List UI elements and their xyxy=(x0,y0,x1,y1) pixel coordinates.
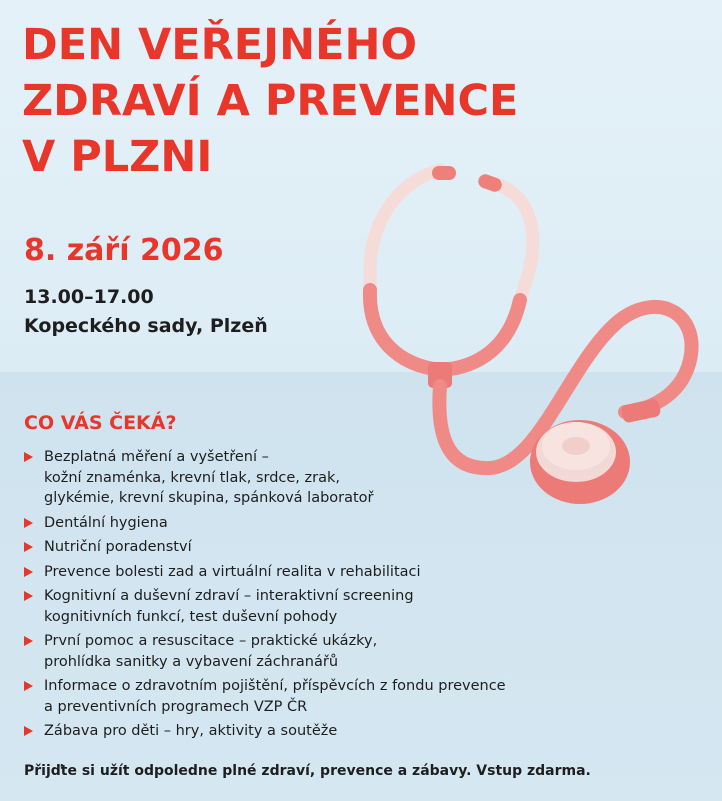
event-place: Kopeckého sady, Plzeň xyxy=(24,315,268,337)
list-item-line: glykémie, krevní skupina, spánková laboratoř xyxy=(44,490,374,506)
triangle-bullet-icon xyxy=(24,518,33,528)
list-item-line: Bezplatná měření a vyšetření – xyxy=(44,449,269,465)
program-heading: CO VÁS ČEKÁ? xyxy=(24,412,177,434)
title-line-2: ZDRAVÍ A PREVENCE xyxy=(22,76,519,126)
list-item-line: Nutriční poradenství xyxy=(44,539,192,555)
list-item xyxy=(24,586,504,627)
list-item-line: prohlídka sanitky a vybavení záchranářů xyxy=(44,653,339,670)
list-item-line: kožní znaménka, krevní tlak, srdce, zrak, xyxy=(44,469,340,486)
list-item-line: Prevence bolesti zad a virtuální realita v rehabilitaci xyxy=(44,563,421,580)
list-item xyxy=(24,562,504,583)
triangle-bullet-icon xyxy=(24,591,33,601)
list-item-line: Dentální hygiena xyxy=(44,514,168,531)
list-item-line: Kognitivní a duševní zdraví – interaktivní screening xyxy=(44,588,414,604)
list-item-line: První pomoc a resuscitace – praktické ukázky, xyxy=(44,633,378,649)
triangle-bullet-icon xyxy=(24,726,33,736)
list-item xyxy=(24,721,504,742)
footer-text: Přijďte si užít odpoledne plné zdraví, prevence a zábavy. Vstup zdarma. xyxy=(24,763,591,779)
triangle-bullet-icon xyxy=(24,636,33,646)
list-item xyxy=(24,447,504,509)
triangle-bullet-icon xyxy=(24,567,33,577)
list-item xyxy=(24,631,504,672)
list-item xyxy=(24,676,504,717)
list-item xyxy=(24,513,504,534)
list-item-line: Informace o zdravotním pojištění, příspěvcích z fondu prevence xyxy=(44,678,506,694)
list-item-line: a preventivních programech VZP ČR xyxy=(44,698,308,715)
triangle-bullet-icon xyxy=(24,452,33,462)
triangle-bullet-icon xyxy=(24,542,33,552)
title-line-1: DEN VEŘEJNÉHO xyxy=(22,20,418,70)
list-item xyxy=(24,537,504,558)
program-list xyxy=(24,447,504,746)
event-time: 13.00–17.00 xyxy=(24,286,154,308)
list-item-line: kognitivních funkcí, test duševní pohody xyxy=(44,608,338,625)
triangle-bullet-icon xyxy=(24,681,33,691)
title-line-3: V PLZNI xyxy=(22,132,213,182)
event-date: 8. září 2026 xyxy=(24,233,224,268)
list-item-line: Zábava pro děti – hry, aktivity a soutěže xyxy=(44,723,338,739)
